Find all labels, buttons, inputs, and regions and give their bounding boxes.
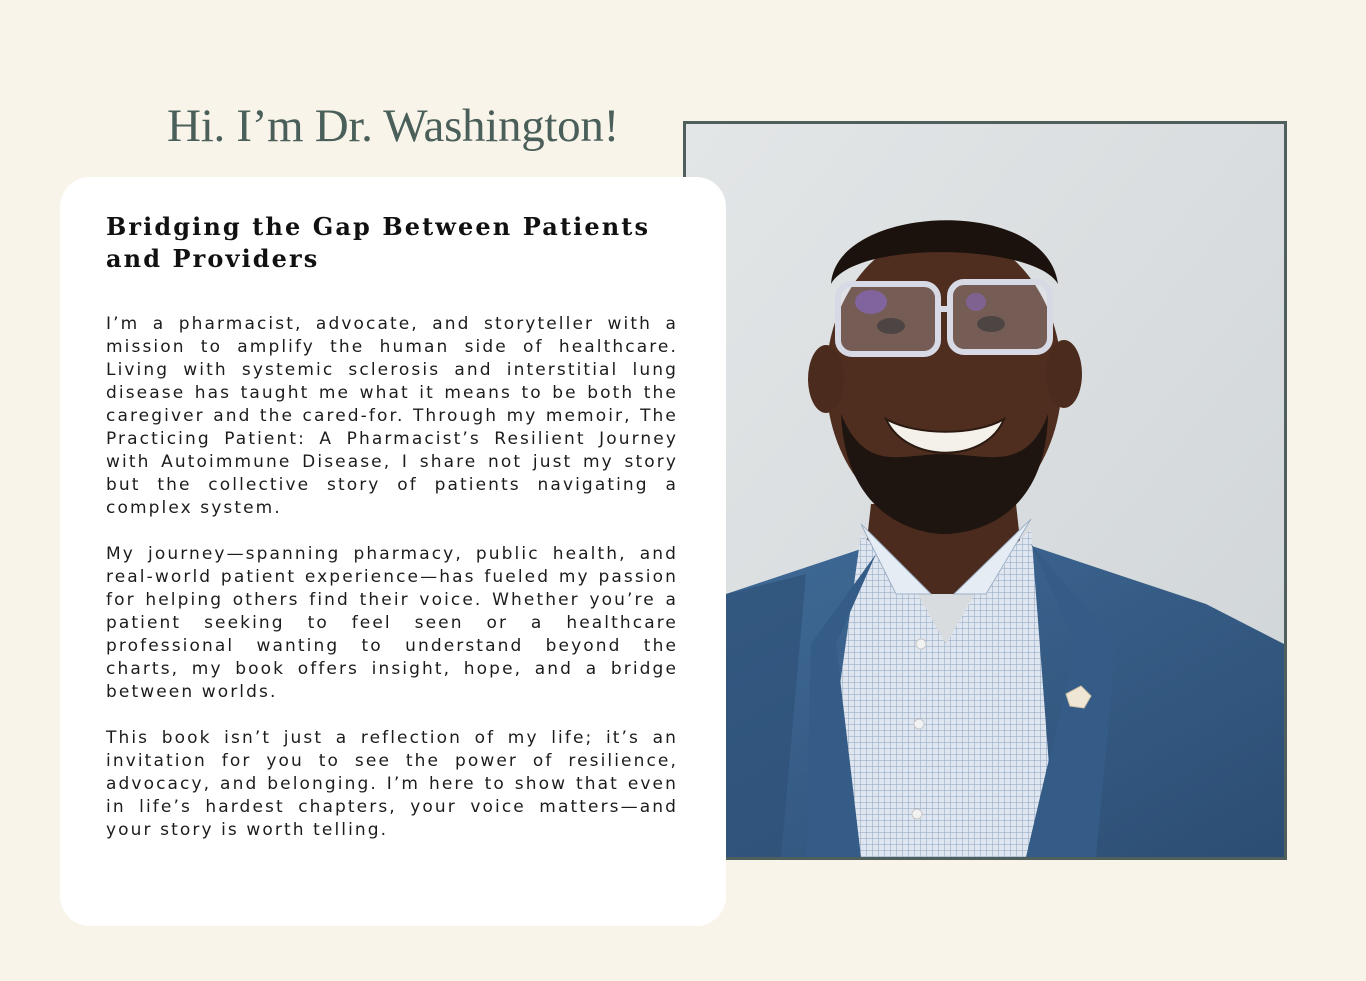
portrait-photo — [683, 121, 1287, 860]
bio-paragraph: My journey—spanning pharmacy, public health, and real-world patient experience—has fueled my passion for helping others find their voice. Whether you’re a patient seeking to feel seen or a healthcare professional wanting to understand beyond the charts, my book offers insight, hope, and a bridge between worlds. — [106, 544, 678, 702]
bio-card — [60, 177, 726, 926]
bio-paragraph: I’m a pharmacist, advocate, and storyteller with a mission to amplify the human side of healthcare. Living with systemic sclerosis and interstitial lung disease has taught me what it means to be both the caregiver and the cared-for. Through my memoir, The Practicing Patient: A Pharmacist’s Resilient Journey with Autoimmune Disease, I share not just my story but the collective story of patients navigating a complex system. — [106, 314, 678, 518]
bio-heading: Bridging the Gap Between Patients and Providers — [106, 212, 651, 273]
page-title: Hi. I’m Dr. Washington! — [167, 100, 619, 152]
bio-paragraph: This book isn’t just a reflection of my life; it’s an invitation for you to see the power of resilience, advocacy, and belonging. I’m here to show that even in life’s hardest chapters, your voice matters—and your story is worth telling. — [106, 728, 678, 840]
